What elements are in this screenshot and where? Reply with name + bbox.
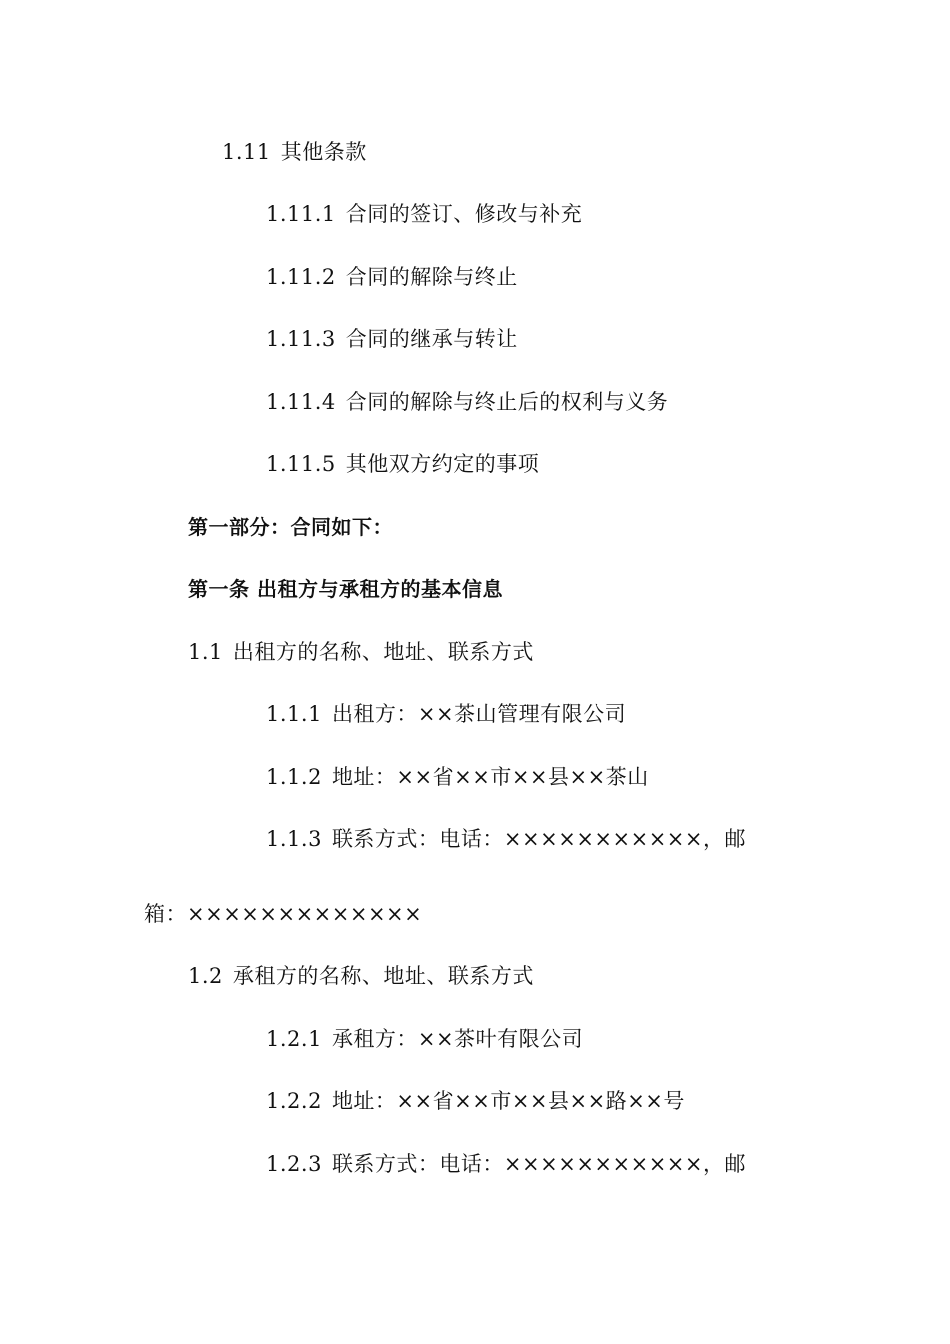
clause-1-11-2 xyxy=(266,263,518,291)
clause-number: 1.11.4 xyxy=(266,390,336,414)
part-one-heading: 第一部分：合同如下： xyxy=(188,515,393,539)
clause-1-11-4 xyxy=(266,388,668,416)
clause-number: 1.11.1 xyxy=(266,202,336,226)
clause-number: 1.11.5 xyxy=(266,452,336,476)
clause-text: 合同的继承与转让 xyxy=(345,327,518,351)
clause-number: 1.2 xyxy=(188,964,223,988)
clause-text: 联系方式：电话：×××××××××××，邮 xyxy=(331,1152,746,1176)
clause-text: 出租方：××茶山管理有限公司 xyxy=(331,702,627,726)
clause-number: 1.2.2 xyxy=(266,1089,322,1113)
clause-number: 1.1 xyxy=(188,640,223,664)
clause-text: 联系方式：电话：×××××××××××，邮 xyxy=(331,827,746,851)
clause-number: 1.2.1 xyxy=(266,1027,322,1051)
clause-1-1-1 xyxy=(266,700,626,728)
clause-text: 合同的解除与终止 xyxy=(345,265,518,289)
clause-1-11-5 xyxy=(266,450,539,478)
clause-number: 1.1.3 xyxy=(266,827,322,851)
clause-number: 1.1.2 xyxy=(266,765,322,789)
clause-text: 承租方的名称、地址、联系方式 xyxy=(232,964,534,988)
clause-text: 合同的签订、修改与补充 xyxy=(345,202,583,226)
article-one-heading: 第一条 出租方与承租方的基本信息 xyxy=(188,577,503,601)
clause-1-1 xyxy=(188,638,534,666)
clause-1-1-3 xyxy=(266,825,746,853)
clause-1-11 xyxy=(222,138,367,166)
clause-text: 出租方的名称、地址、联系方式 xyxy=(232,640,534,664)
clause-text: 地址：××省××市××县××路××号 xyxy=(331,1089,685,1113)
clause-text: 其他双方约定的事项 xyxy=(345,452,540,476)
clause-number: 1.2.3 xyxy=(266,1152,322,1176)
clause-number: 1.11 xyxy=(222,140,271,164)
clause-1-2-1 xyxy=(266,1025,583,1053)
clause-number: 1.11.2 xyxy=(266,265,336,289)
clause-number: 1.11.3 xyxy=(266,327,336,351)
clause-1-11-1 xyxy=(266,200,582,228)
clause-1-1-2 xyxy=(266,763,649,791)
clause-text: 地址：××省××市××县××茶山 xyxy=(331,765,649,789)
clause-1-2-2 xyxy=(266,1087,685,1115)
clause-text: 其他条款 xyxy=(280,140,367,164)
clause-1-2-3 xyxy=(266,1150,746,1178)
clause-1-11-3 xyxy=(266,325,518,353)
clause-text: 合同的解除与终止后的权利与义务 xyxy=(345,390,669,414)
clause-number: 1.1.1 xyxy=(266,702,322,726)
clause-1-1-3-continuation: 箱：××××××××××××× xyxy=(144,902,423,926)
clause-1-2 xyxy=(188,962,534,990)
clause-text: 承租方：××茶叶有限公司 xyxy=(331,1027,584,1051)
